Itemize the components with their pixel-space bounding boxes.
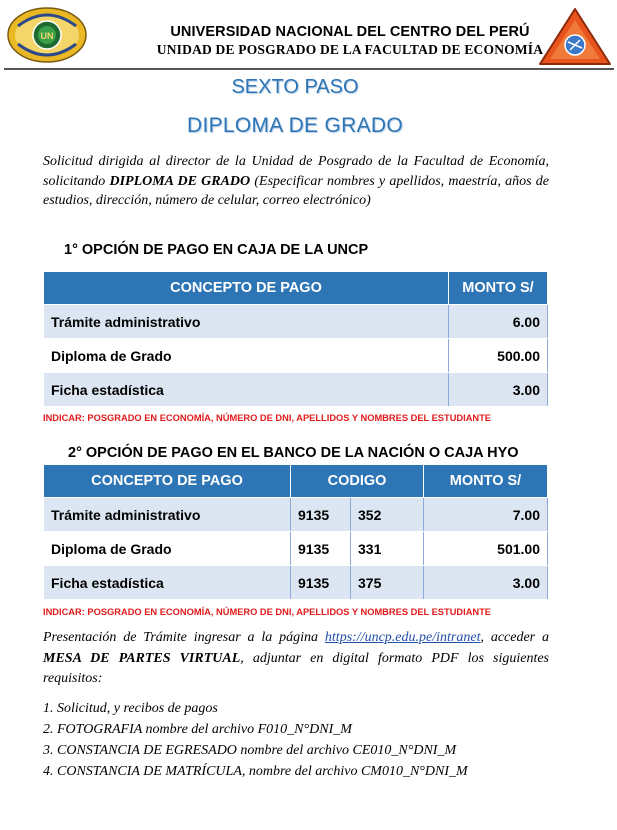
submission-instructions (43, 628, 549, 690)
table-row (44, 566, 548, 600)
document-title: DIPLOMA DE GRADO (186, 114, 403, 137)
header-concepto: CONCEPTO DE PAGO (44, 465, 291, 498)
payment-note-1: INDICAR: POSGRADO EN ECONOMÍA, NÚMERO DE DNI, APELLIDOS Y NOMBRES DEL ESTUDIANTE (43, 413, 492, 423)
presentation-text-middle: , acceder a (480, 630, 549, 645)
request-instructions (43, 152, 549, 211)
amount-cell: 500.00 (449, 339, 548, 373)
concept-cell: Trámite administrativo (44, 305, 449, 339)
header-monto: MONTO S/ (424, 465, 548, 498)
table-row (44, 305, 548, 339)
list-item: 4. CONSTANCIA DE MATRÍCULA, nombre del archivo CM010_N°DNI_M (43, 764, 468, 779)
header-concepto: CONCEPTO DE PAGO (44, 272, 449, 305)
code-suffix-cell: 352 (351, 498, 424, 532)
table-row (44, 498, 548, 532)
intro-text-end: (Especificar nombres y apellidos, maestría, años de estudios, dirección, número de celular, correo electrónico) (43, 173, 549, 208)
table-header-row (44, 272, 548, 305)
code-prefix-cell: 9135 (291, 566, 351, 600)
table-row (44, 339, 548, 373)
mesa-de-partes-label: MESA DE PARTES VIRTUAL (43, 650, 241, 666)
requirements-list (43, 698, 549, 782)
code-suffix-cell: 375 (351, 566, 424, 600)
presentation-text: Presentación de Trámite ingresar a la página (43, 630, 325, 645)
code-suffix-cell: 331 (351, 532, 424, 566)
concept-cell: Trámite administrativo (44, 498, 291, 532)
payment-option-2-table (43, 464, 548, 600)
list-item: 1. Solicitud, y recibos de pagos (43, 701, 218, 716)
posgrado-triangle-logo-icon (537, 6, 613, 68)
code-prefix-cell: 9135 (291, 532, 351, 566)
table-header-row (44, 465, 548, 498)
uncp-emblem-icon (6, 6, 88, 64)
intro-bold-text: DIPLOMA DE GRADO (109, 173, 251, 189)
header-monto: MONTO S/ (449, 272, 548, 305)
list-item: 3. CONSTANCIA DE EGRESADO nombre del archivo CE010_N°DNI_M (43, 743, 457, 758)
intro-text: Solicitud dirigida al director de la Unidad de Posgrado de la Facultad de Economía, solicitando (43, 154, 549, 189)
concept-cell: Ficha estadística (44, 373, 449, 407)
intranet-link[interactable]: https://uncp.edu.pe/intranet (324, 630, 481, 645)
amount-cell: 501.00 (424, 532, 548, 566)
university-name: UNIVERSIDAD NACIONAL DEL CENTRO DEL PERÚ (170, 24, 530, 40)
step-title: SEXTO PASO (231, 76, 359, 98)
payment-option-2-title: 2° OPCIÓN DE PAGO EN EL BANCO DE LA NACIÓN O CAJA HYO (68, 445, 519, 461)
concept-cell: Diploma de Grado (44, 532, 291, 566)
table-row (44, 373, 548, 407)
amount-cell: 3.00 (449, 373, 548, 407)
concept-cell: Ficha estadística (44, 566, 291, 600)
payment-note-2: INDICAR: POSGRADO EN ECONOMÍA, NÚMERO DE DNI, APELLIDOS Y NOMBRES DEL ESTUDIANTE (43, 607, 492, 617)
document-header (0, 0, 617, 72)
list-item: 2. FOTOGRAFIA nombre del archivo F010_N°DNI_M (43, 722, 352, 737)
payment-option-1-table (43, 271, 548, 407)
payment-option-1-title: 1° OPCIÓN DE PAGO EN CAJA DE LA UNCP (64, 242, 369, 258)
header-divider (4, 68, 614, 70)
table-row (44, 532, 548, 566)
code-prefix-cell: 9135 (291, 498, 351, 532)
header-codigo: CODIGO (291, 465, 424, 498)
amount-cell: 7.00 (424, 498, 548, 532)
presentation-text-end: , adjuntar en digital formato PDF los siguientes requisitos: (43, 650, 549, 686)
svg-text:UN: UN (40, 31, 54, 41)
amount-cell: 6.00 (449, 305, 548, 339)
unit-name: UNIDAD DE POSGRADO DE LA FACULTAD DE ECONOMÍA (156, 42, 544, 57)
concept-cell: Diploma de Grado (44, 339, 449, 373)
amount-cell: 3.00 (424, 566, 548, 600)
